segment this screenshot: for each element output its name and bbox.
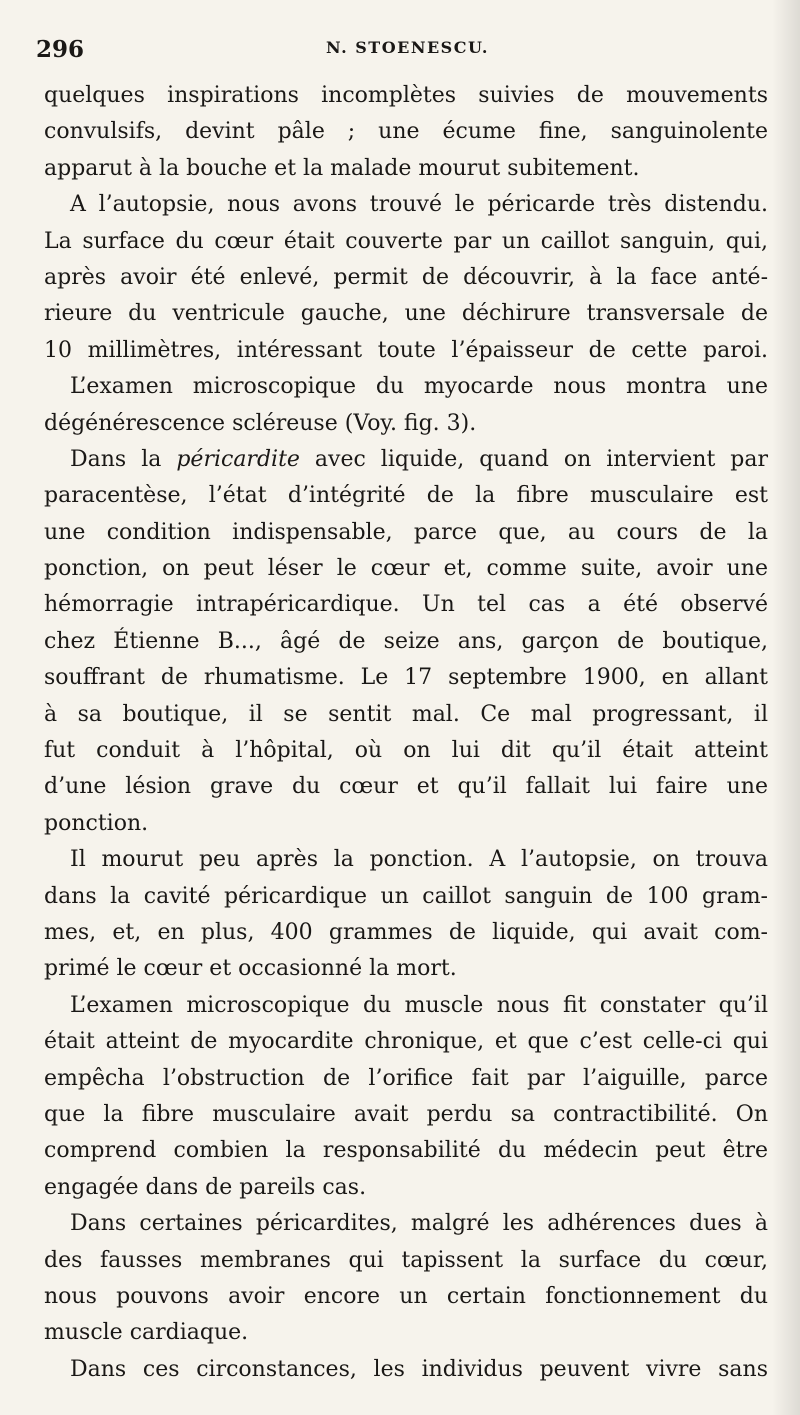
text-line: muscle cardiaque. [44,1320,249,1346]
text-line: rieure du ventricule gauche, une déchirure transversale de [44,301,768,327]
text-line: était atteint de myocardite chronique, et que c’est celle-ci qui [44,1029,768,1055]
text-line: 10 millimètres, intéressant toute l’épaisseur de cette paroi. [44,337,768,363]
text-line: paracentèse, l’état d’intégrité de la fibre musculaire est [44,483,768,509]
text-line: des fausses membranes qui tapissent la surface du cœur, [44,1247,768,1273]
text-line: nous pouvons avoir encore un certain fonctionnement du [44,1283,768,1309]
text-line: Il mourut peu après la ponction. A l’autopsie, on trouva [70,847,768,873]
text-line: L’examen microscopique du myocarde nous montra une [70,374,768,400]
text-line: Dans ces circonstances, les individus peuvent vivre sans [70,1356,768,1382]
page-number: 296 [36,36,85,63]
text-line: La surface du cœur était couverte par un caillot sanguin, qui, [44,228,768,254]
italic-term: péricardite [176,446,300,472]
text-line: Dans certaines péricardites, malgré les adhérences dues à [70,1211,768,1237]
text-line: apparut à la bouche et la malade mourut subitement. [44,155,640,181]
text-line: hémorragie intrapéricardique. Un tel cas a été observé [44,592,768,618]
text-line: quelques inspirations incomplètes suivies de mouvements [44,83,768,108]
text-line: dégénérescence scléreuse (Voy. fig. 3). [44,410,477,436]
text-line: comprend combien la responsabilité du médecin peut être [44,1138,768,1164]
text-line: L’examen microscopique du muscle nous fit constater qu’il [70,992,768,1018]
text-line: chez Étienne B..., âgé de seize ans, garçon de boutique, [44,628,768,654]
text-line: empêcha l’obstruction de l’orifice fait par l’aiguille, parce [44,1065,768,1091]
text-line: à sa boutique, il se sentit mal. Ce mal progressant, il [44,701,768,727]
text-line: primé le cœur et occasionné la mort. [44,956,457,982]
text-line: fut conduit à l’hôpital, où on lui dit qu’il était atteint [44,738,768,764]
running-head: N. STOENESCU. [326,38,489,57]
page-header [36,36,766,66]
text-line: souffrant de rhumatisme. Le 17 septembre 1900, en allant [44,665,768,691]
text-line: dans la cavité péricardique un caillot sanguin de 100 gram- [44,883,768,909]
text-line: convulsifs, devint pâle ; une écume fine, sanguinolente [44,119,768,145]
text-line: mes, et, en plus, 400 grammes de liquide, qui avait com- [44,919,768,945]
text-line: engagée dans de pareils cas. [44,1174,367,1200]
text-line [44,442,768,478]
text-line: ponction. [44,810,149,836]
text-line: que la fibre musculaire avait perdu sa contractibilité. On [44,1101,768,1127]
body-text [44,78,768,1388]
text-line: A l’autopsie, nous avons trouvé le péricarde très distendu. [70,192,768,218]
line-segment: Dans la [70,446,177,472]
text-line: après avoir été enlevé, permit de découvrir, à la face anté- [44,264,768,290]
text-line: ponction, on peut léser le cœur et, comme suite, avoir une [44,556,768,582]
text-line: d’une lésion grave du cœur et qu’il fallait lui faire une [44,774,768,800]
text-line: une condition indispensable, parce que, au cours de la [44,519,768,545]
page-edge-shadow [772,0,800,1415]
line-segment: avec liquide, quand on intervient par [299,446,768,472]
